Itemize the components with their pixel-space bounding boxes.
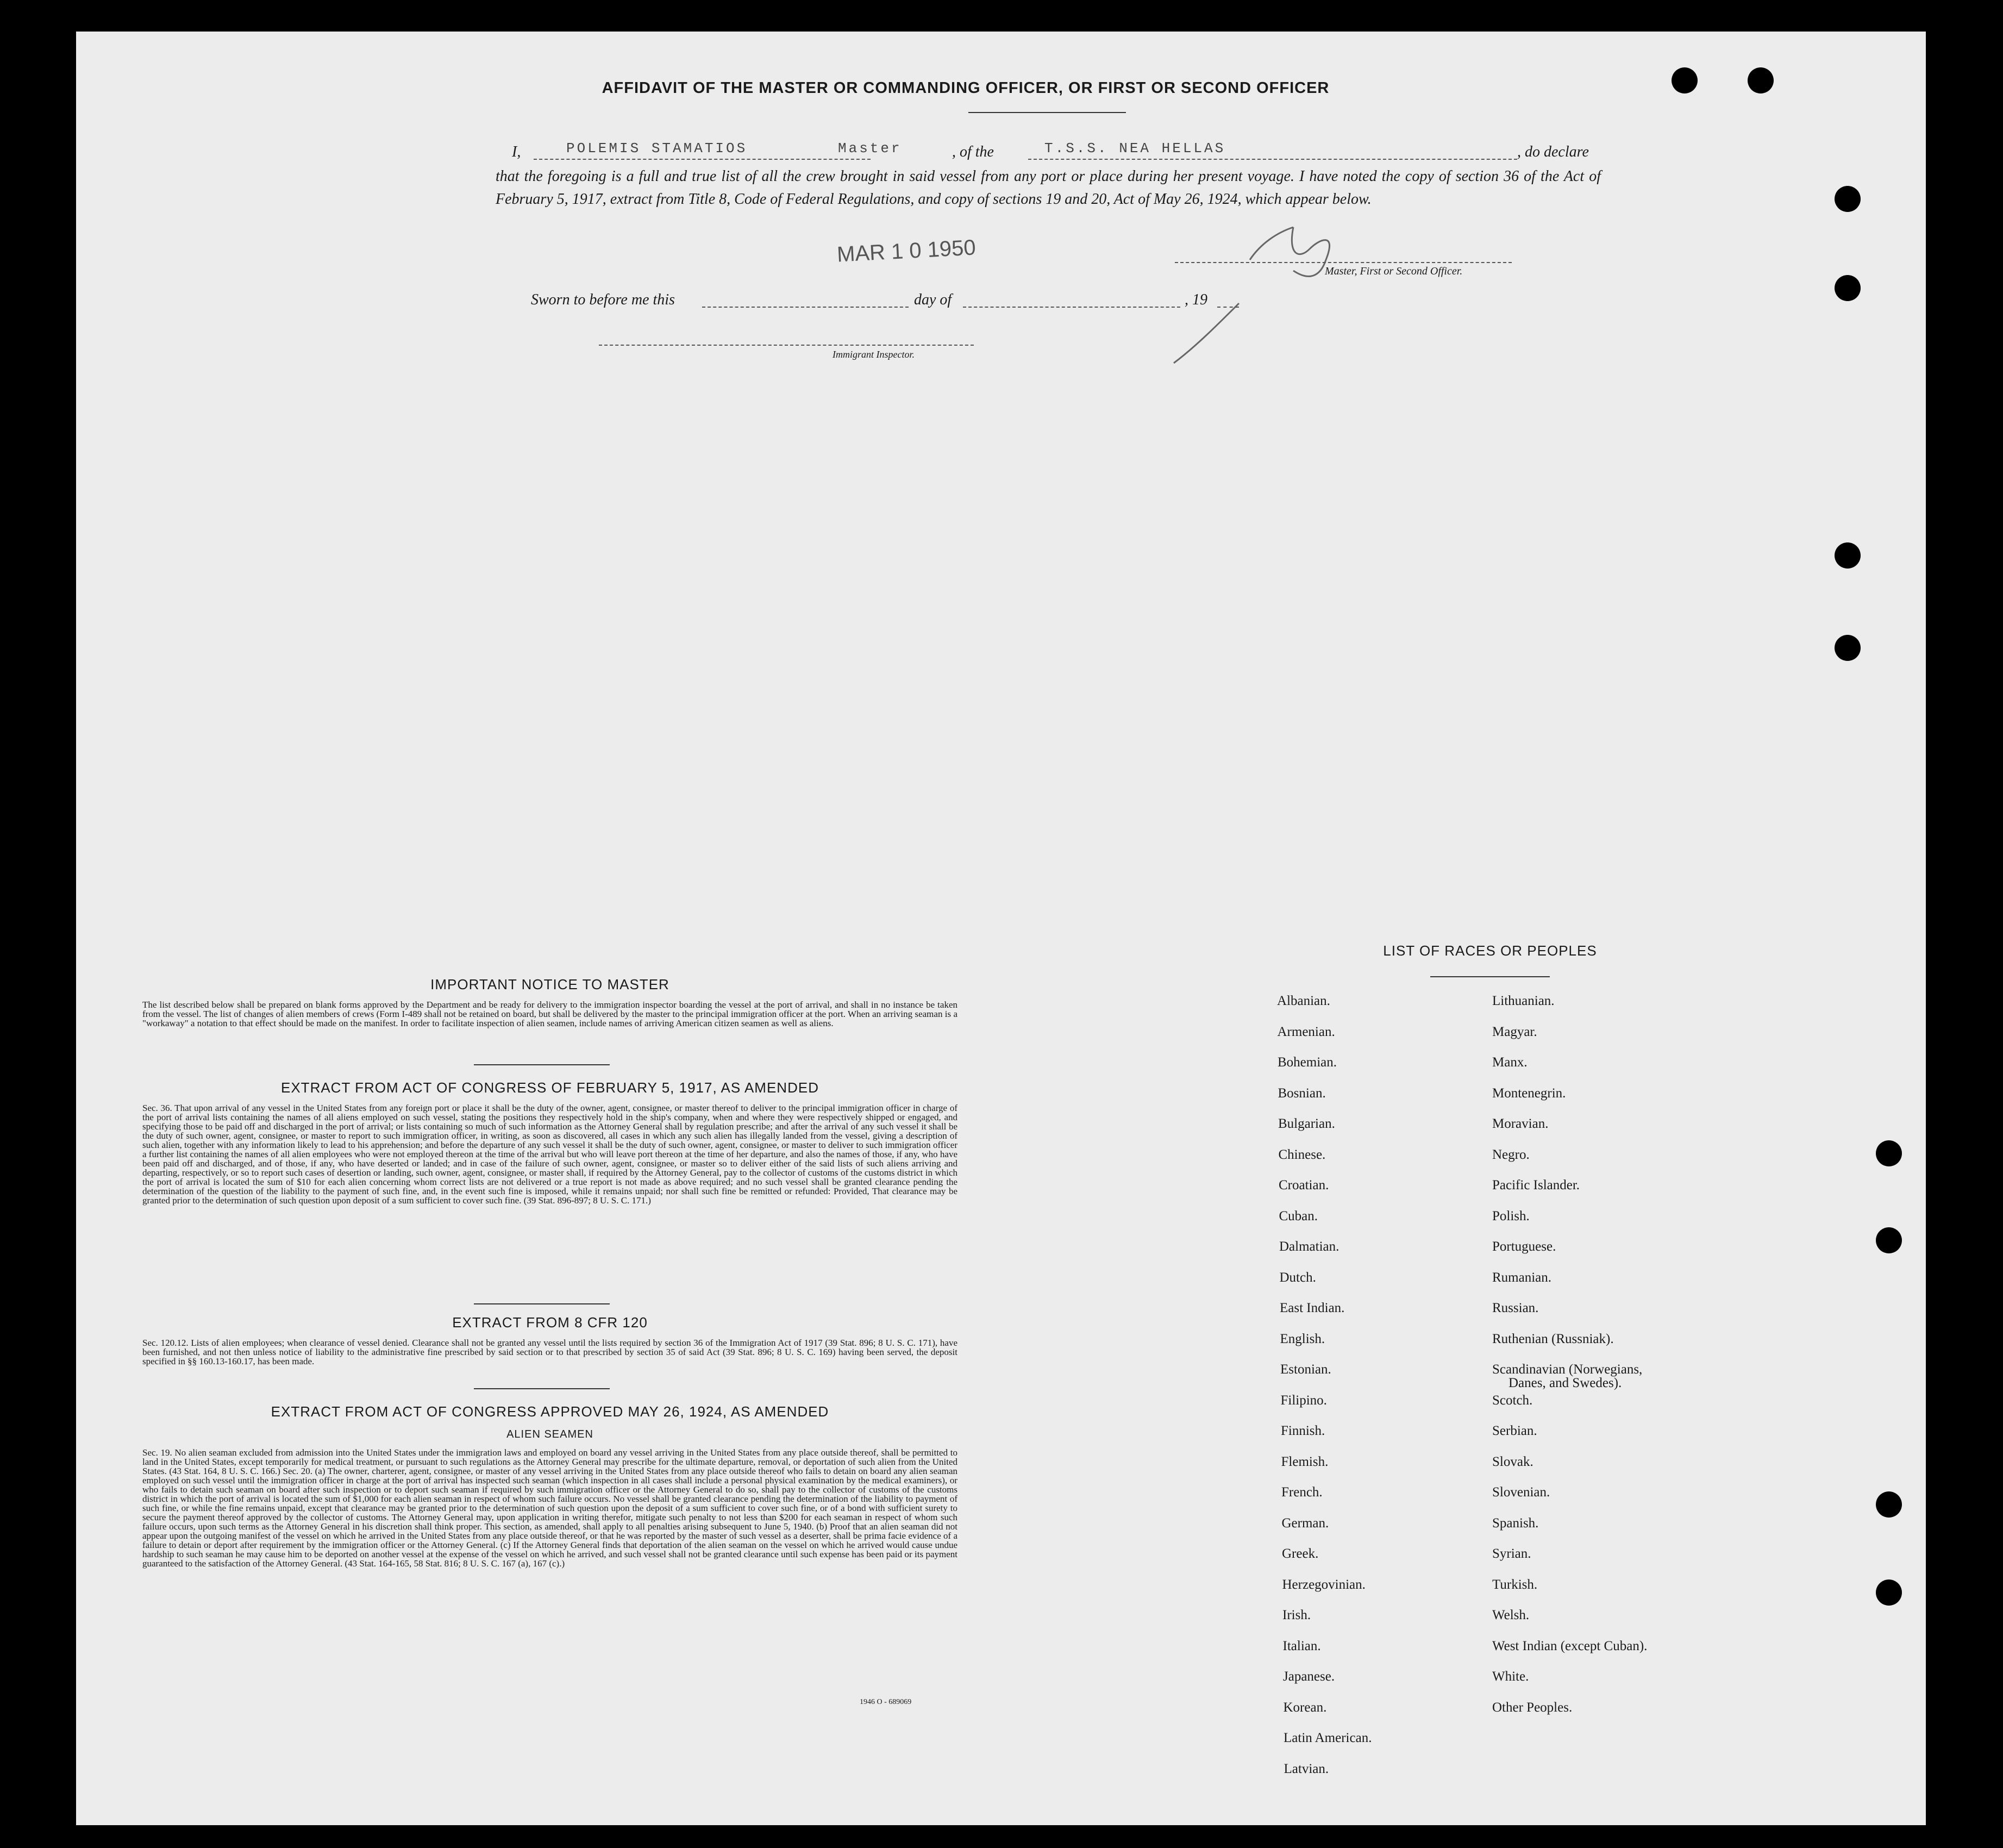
affidavit-title: AFFIDAVIT OF THE MASTER OR COMMANDING OFFICER, OR FIRST OR SECOND OFFICER — [602, 79, 1330, 97]
race-item: Dutch. — [1279, 1270, 1316, 1285]
race-item: Spanish. — [1492, 1515, 1539, 1531]
race-item: Cuban. — [1279, 1208, 1318, 1223]
race-item: Croatian. — [1279, 1178, 1329, 1193]
race-item: Estonian. — [1280, 1362, 1331, 1377]
punch-hole — [1835, 635, 1861, 661]
race-item: Other Peoples. — [1492, 1700, 1573, 1715]
extract1-text: Sec. 36. That upon arrival of any vessel in the United States from any foreign port or place it shall be the duty of the owner, agent, consignee, or master thereof to deliver to the principal immigration officer in charge of the port of arrival lists containing the names of all aliens employed on such vessel, stating the positions they respectively hold in the ship's company, when and where they were respectively shipped or engaged, and specifying those to be paid off and discharged in the port of arrival; or lists containing so much of such information as the Attorney General shall by regulation prescribe; and after the arrival of any such vessel it shall be the duty of such owner, agent, consignee, or master to report to such immigration officer, in writing, as soon as discovered, all cases in which any such alien has illegally landed from the vessel, giving a description of such alien, together with any information likely to lead to his apprehension; and before the departure of any such vessel it shall be the duty of such owner, agent, consignee, or master to deliver to such immigration officer a further list containing the names of all alien employees who were not employed thereon at the time of the arrival but who will leave port thereon at the time of her departure, and also the names of those, if any, who have been paid off and discharged, and of those, if any, who have deserted or landed; and in case of the failure of such owner, agent, consignee, or master so to deliver either of the said lists of such aliens arriving and departing, respectively, or so to report such cases of desertion or landing, such owner, agent, consignee, or master shall, if required by the Attorney General, pay to the collector of customs of the customs district in which the port of arrival is located the sum of $10 for each alien concerning whom correct lists are not delivered or a true report is not made as above required; and no such vessel shall be granted clearance pending the determination of the question of the liability to the payment of such fine, and, in the event such fine is imposed, while it remains unpaid; nor shall such fine be remitted or refunded: Provided, That clearance may be granted prior to the determination of such question upon deposit of a sum sufficient to cover such fine. (39 Stat. 896-897; 8 U. S. C. 171.) — [142, 1103, 957, 1206]
vessel-name-field: T.S.S. NEA HELLAS — [1044, 140, 1226, 157]
race-item: Latin American. — [1284, 1731, 1372, 1745]
race-item: Lithuanian. — [1492, 994, 1555, 1008]
race-item: Portuguese. — [1492, 1239, 1556, 1254]
of-the-label: , of the — [952, 143, 994, 160]
race-item: Magyar. — [1492, 1024, 1537, 1039]
master-signature — [1130, 195, 1359, 369]
race-item: Pacific Islander. — [1492, 1178, 1580, 1193]
race-item: Herzegovinian. — [1282, 1577, 1366, 1592]
race-item: Polish. — [1492, 1208, 1530, 1223]
race-item: Japanese. — [1283, 1669, 1335, 1684]
master-position-field: Master — [838, 140, 902, 157]
punch-hole — [1876, 1491, 1902, 1518]
punch-hole — [1876, 1140, 1902, 1166]
punch-hole — [1876, 1227, 1902, 1253]
race-item: German. — [1281, 1515, 1329, 1531]
extract2-title: EXTRACT FROM 8 CFR 120 — [452, 1314, 648, 1331]
race-item: English. — [1280, 1331, 1325, 1346]
race-item: Moravian. — [1492, 1116, 1549, 1131]
race-item: Danes, and Swedes). — [1508, 1375, 1622, 1390]
extract3-text: Sec. 19. No alien seaman excluded from admission into the United States under the immigration laws and employed on board any vessel arriving in the United States from any place outside thereof, shall be permitted to land in the United States, except temporarily for medical treatment, or pursuant to such regulations as the Attorney General may prescribe for the ultimate departure, removal, or deportation of such alien from the United States. (43 Stat. 164, 8 U. S. C. 166.) Sec. 20. (a) The owner, charterer, agent, consignee, or master of any vessel arriving in the United States from any place outside thereof who fails to detain on board any alien seaman employed on such vessel until the immigration officer in charge at the port of arrival has inspected such seaman (which inspection in all cases shall include a personal physical examination by the medical examiners), or who fails to detain such seaman on board after such inspection or to deport such seaman if required by such immigration officer or the Attorney General to do so, shall pay to the collector of customs of the customs district in which the port of arrival is located the sum of $1,000 for each alien seaman in respect of whom such failure occurs. No vessel shall be granted clearance pending the determination of the liability to payment of such fine, or while the fine remains unpaid, except that clearance may be granted prior to the determination of such question upon the deposit of a sum sufficient to cover such fine, or of a bond with sufficient surety to secure the payment thereof approved by the collector of customs. The Attorney General may, upon application in writing therefor, mitigate such penalty to not less than $200 for each seaman in respect of whom such failure occurs, upon such terms as the Attorney General in his discretion shall think proper. This section, as amended, shall apply to all penalties arising subsequent to June 5, 1940. (b) Proof that an alien seaman did not appear upon the outgoing manifest of the vessel on which he arrived in the United States from any place outside thereof, or that he was reported by the master of such vessel as a deserter, shall be prima facie evidence of a failure to detain or deport after requirement by the immigration officer or the Attorney General. (c) If the Attorney General finds that deportation of the alien seaman on the vessel on which he arrived would cause undue hardship to such seaman he may cause him to be deported on another vessel at the expense of the vessel on which he arrived, and such vessel shall not be granted clearance until such expense has been paid or its payment guaranteed to the satisfaction of the Attorney General. (43 Stat. 164-165, 58 Stat. 816; 8 U. S. C. 167 (a), 167 (c).) — [142, 1447, 957, 1569]
race-item: Slovenian. — [1492, 1485, 1550, 1500]
race-item: Armenian. — [1277, 1024, 1335, 1039]
race-item: Bohemian. — [1278, 1055, 1337, 1070]
race-item: Filipino. — [1280, 1393, 1327, 1408]
race-item: Manx. — [1492, 1055, 1528, 1070]
race-item: Bulgarian. — [1278, 1116, 1335, 1131]
inspector-caption: Immigrant Inspector. — [833, 349, 915, 360]
race-item: Rumanian. — [1492, 1270, 1552, 1285]
race-item: Finnish. — [1281, 1424, 1325, 1438]
notice-text: The list described below shall be prepared on blank forms approved by the Department and be ready for delivery to the immigration inspector boarding the vessel at the port of arrival, and shall in no instance be taken from the vessel. The list of changes of alien members of crews (Form I-489 shall not be retained on board, but shall be delivered by the master to the principal immigration officer at the port. When an arriving seaman is a "workaway" a notation to that effect should be made on the manifest. In order to facilitate inspection of alien seamen, include names of arriving American citizen seamen as well as aliens. — [142, 1000, 957, 1028]
race-item: Ruthenian (Russniak). — [1492, 1331, 1614, 1346]
day-of-label: day of — [914, 291, 952, 308]
race-item: Greek. — [1282, 1546, 1319, 1561]
extract3-title: EXTRACT FROM ACT OF CONGRESS APPROVED MAY 26, 1924, AS AMENDED — [271, 1403, 829, 1420]
race-item: Latvian. — [1284, 1761, 1329, 1776]
race-item: Flemish. — [1281, 1454, 1329, 1469]
master-caption: Master, First or Second Officer. — [1325, 265, 1463, 277]
race-item: Montenegrin. — [1492, 1085, 1566, 1101]
title-underline — [968, 112, 1126, 113]
race-item: French. — [1281, 1485, 1323, 1500]
master-name-field: POLEMIS STAMATIOS — [566, 140, 748, 157]
race-item: Italian. — [1282, 1638, 1321, 1653]
race-item: Turkish. — [1492, 1577, 1538, 1592]
race-item: Serbian. — [1492, 1424, 1537, 1438]
print-code: 1946 O - 689069 — [860, 1698, 912, 1706]
race-item: White. — [1492, 1669, 1529, 1684]
race-item: Bosnian. — [1278, 1085, 1326, 1101]
race-item: East Indian. — [1280, 1301, 1345, 1315]
i-label: I, — [512, 143, 521, 160]
race-item: Russian. — [1492, 1301, 1539, 1315]
race-item: Syrian. — [1492, 1546, 1531, 1561]
punch-hole — [1835, 542, 1861, 569]
affidavit-paragraph: that the foregoing is a full and true list of all the crew brought in said vessel from any port or place during her present voyage. I have noted the copy of section 36 of the Act of February 5, 1917, extract from Title 8, Code of Federal Regulations, and copy of sections 19 and 20, Act of May 26, 1924, which appear below. — [496, 168, 1601, 208]
race-item: Negro. — [1492, 1147, 1530, 1162]
race-item: Albanian. — [1277, 994, 1330, 1008]
race-item: Dalmatian. — [1279, 1239, 1339, 1254]
extract2-text: Sec. 120.12. Lists of alien employees; when clearance of vessel denied. Clearance shall not be granted any vessel until the lists required by section 36 of the Immigration Act of 1917 (39 Stat. 896; 8 U. S. C. 171), have been furnished, and not then unless notice of liability to the administrative fine prescribed by said section or to that prescribed by section 35 of said Act (39 Stat. 896; 8 U. S. C. 169) having been served, the deposit specified in §§ 160.13-160.17, has been made. — [142, 1338, 957, 1366]
race-item: Welsh. — [1492, 1608, 1530, 1622]
race-item: Korean. — [1283, 1700, 1327, 1715]
notice-title: IMPORTANT NOTICE TO MASTER — [430, 976, 669, 992]
document-page — [76, 32, 1926, 1825]
race-item: West Indian (except Cuban). — [1492, 1638, 1648, 1653]
races-title: LIST OF RACES OR PEOPLES — [1383, 942, 1597, 959]
date-stamp: MAR 1 0 1950 — [836, 235, 977, 267]
race-item: Irish. — [1282, 1608, 1311, 1622]
race-item: Slovak. — [1492, 1454, 1533, 1469]
race-item: Chinese. — [1278, 1147, 1326, 1162]
race-item: Scotch. — [1492, 1393, 1533, 1408]
declare-label: , do declare — [1517, 143, 1589, 160]
punch-hole — [1835, 186, 1861, 212]
sworn-label: Sworn to before me this — [531, 291, 675, 308]
extract1-title: EXTRACT FROM ACT OF CONGRESS OF FEBRUARY 5, 1917, AS AMENDED — [281, 1079, 819, 1096]
punch-hole — [1876, 1579, 1902, 1606]
extract3-subtitle: ALIEN SEAMEN — [506, 1428, 593, 1440]
year-label: , 19 — [1185, 291, 1207, 308]
race-item: Scandinavian (Norwegians, — [1492, 1362, 1643, 1377]
punch-hole — [1835, 275, 1861, 301]
